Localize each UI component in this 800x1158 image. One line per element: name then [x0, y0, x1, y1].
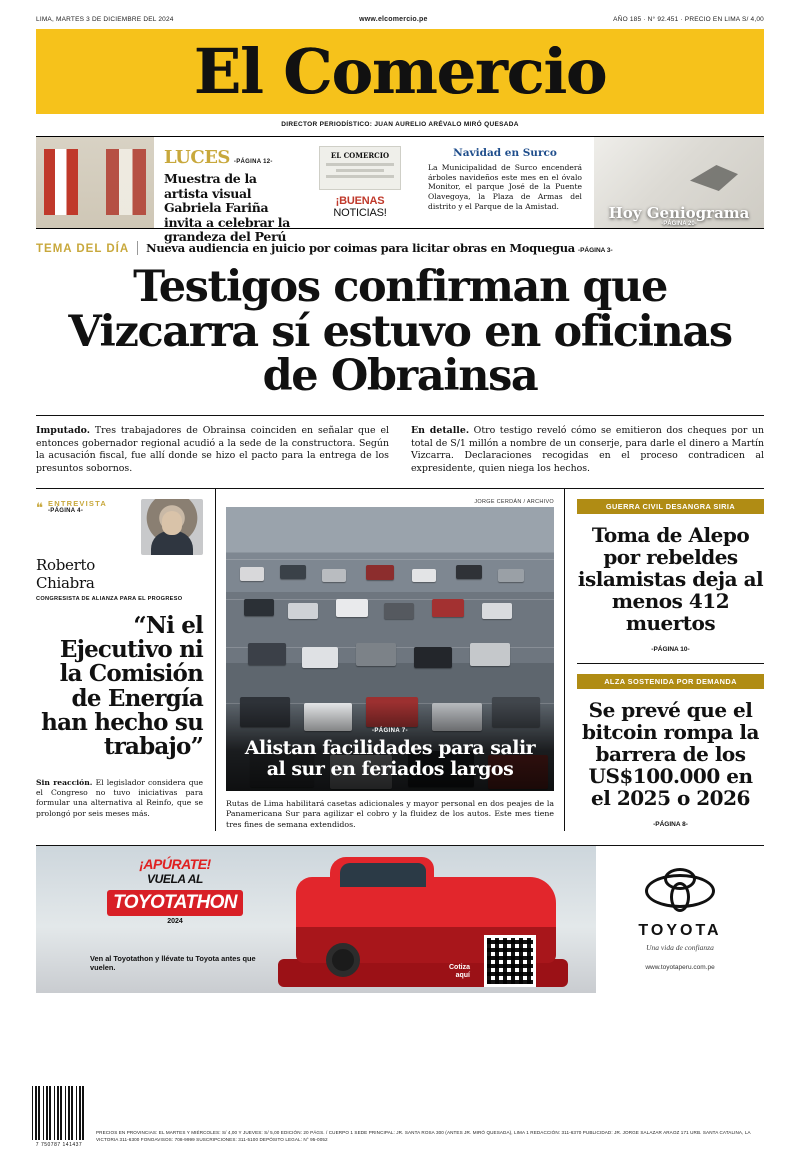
tema-page: -PÁGINA 3- [577, 247, 613, 254]
qr-code-icon[interactable] [484, 935, 536, 987]
luces-photo [36, 137, 154, 228]
interview-foot-text: El legislador considera que el Congreso no tuvo iniciativas para formular una alternativa al Reinfo, que se prolongó por seis meses más. [36, 777, 203, 818]
toyota-wordmark: TOYOTA [638, 921, 722, 939]
brief-item-syria[interactable] [577, 499, 764, 653]
interviewee-firstname: Roberto [36, 555, 95, 574]
tema-label: TEMA DEL DÍA [36, 243, 130, 255]
brief-headline-syria: Toma de Alepo por rebeldes islamistas deja al menos 412 muertos [577, 522, 764, 635]
toyota-tagline: Una vida de confianza [646, 942, 714, 952]
page-footer [30, 1086, 770, 1150]
entrevista-label: ENTREVISTA [48, 498, 107, 508]
toyota-url[interactable]: www.toyotaperu.com.pe [645, 963, 715, 971]
barcode [30, 1086, 88, 1150]
ad-visual [36, 846, 596, 993]
entrevista-page: -PÁGINA 4- [48, 507, 84, 514]
buenas-label: ¡BUENAS [335, 195, 385, 207]
main-headline: Testigos confirman que Vizcarra sí estuvo en oficinas de Obrainsa [68, 262, 732, 402]
photo-overlay-caption [226, 702, 554, 791]
promo-luces[interactable] [36, 137, 304, 244]
column-briefs[interactable] [564, 489, 764, 831]
noticias-label: NOTICIAS! [333, 207, 387, 219]
director-line: DIRECTOR PERIODÍSTICO: JUAN AURELIO ARÉVALO MIRÓ QUESADA [281, 121, 519, 128]
photo-credit: JORGE CERDÁN / ARCHIVO [474, 498, 554, 505]
deck-right-lead: En detalle. [411, 425, 470, 437]
deck-right-text: Otro testigo reveló cómo se emitieron dos cheques por un total de S/1 millón a nombre de un conserje, para darle el dinero a Martín Vizcarra. Declaraciones recogidas en el proceso contradicen al expresidente, quien niega los hechos. [411, 425, 764, 474]
ad-logo-block [596, 846, 764, 993]
navidad-text: La Municipalidad de Surco encenderá árboles navideños este mes en el óvalo Monitor, el parque José de la Puente Olavegoya, la Plaza de Armas del distrito y el Parque de la Amistad. [428, 163, 582, 211]
column-photo-story[interactable] [216, 489, 564, 831]
edition-meta: AÑO 185 · N° 92.451 · PRECIO EN LIMA S/ 4,00 [613, 16, 764, 23]
interviewee-portrait [141, 499, 203, 555]
website-url[interactable]: www.elcomercio.pe [359, 16, 428, 23]
main-columns [36, 489, 764, 831]
edition-date: LIMA, MARTES 3 DE DICIEMBRE DEL 2024 [36, 16, 174, 23]
toyota-logo-icon [645, 868, 715, 914]
ad-vuela: VUELA AL [147, 871, 203, 886]
brief-band-bitcoin: ALZA SOSTENIDA POR DEMANDA [577, 674, 764, 689]
headline-rule [36, 415, 764, 416]
ad-badge [90, 856, 260, 925]
photo-caption-text: Rutas de Lima habilitará casetas adicionales y mayor personal en dos peajes de la Panamericana Sur para agilizar el cobro y la fluidez de los autos. Este mes tiene tres fines de semana extendidos. [226, 798, 554, 830]
interview-footnote [36, 778, 203, 819]
promo-strip [36, 136, 764, 244]
deck-left-lead: Imputado. [36, 425, 90, 437]
geniograma-title: Hoy Geniograma [608, 204, 750, 222]
deck-left-text: Tres trabajadores de Obrainsa coinciden en señalar que el entonces gobernador regional acudió a la sede de la constructora. Según la acusación fiscal, fue allí donde se hizo el pacto para la entrega de los presuntos sobornos. [36, 425, 389, 474]
navidad-kicker: Navidad en Surco [453, 147, 557, 159]
luces-page: -PÁGINA 12- [233, 159, 273, 165]
tema-divider [137, 241, 138, 255]
interviewee-role: CONGRESISTA DE ALIANZA PARA EL PROGRESO [36, 596, 183, 603]
newspaper-title: El Comercio [193, 34, 607, 108]
deck-right [411, 425, 764, 475]
promo-navidad-surco[interactable] [416, 137, 594, 228]
ad-brandword: TOYOTATHON [107, 890, 243, 916]
photo-page: -PÁGINA 7- [371, 728, 409, 734]
masthead [36, 29, 764, 114]
mini-paper-title: EL COMERCIO [330, 151, 390, 160]
interviewee-lastname: Chiabra [36, 574, 95, 593]
top-info-bar [30, 0, 770, 29]
tema-del-dia [36, 241, 764, 255]
ad-apurate: ¡APÚRATE! [139, 855, 211, 872]
interview-quote: “Ni el Ejecutivo ni la Comisión de Energía han hecho su trabajo” [41, 611, 203, 761]
barcode-number: 7 750787 141437 [35, 1142, 83, 1148]
tema-text: Nueva audiencia en juicio por coimas para licitar obras en Moquegua [146, 241, 575, 255]
brief-divider [577, 663, 764, 664]
promo-geniograma[interactable] [594, 137, 764, 228]
barcode-bars [32, 1086, 86, 1140]
deck-summary [36, 425, 764, 475]
traffic-photo [226, 507, 554, 791]
ad-cotiza-label [449, 964, 470, 981]
advertisement[interactable] [36, 845, 764, 993]
quote-dots-icon: ❝ [36, 499, 42, 515]
column-interview[interactable] [36, 489, 216, 831]
photo-headline: Alistan facilidades para salir al sur en feriados largos [244, 737, 536, 781]
ad-copy: Ven al Toyotathon y llévate tu Toyota antes que vuelen. [90, 953, 256, 973]
deck-left [36, 425, 389, 475]
interview-foot-lead: Sin reacción. [36, 777, 93, 787]
ad-cotiza-line2: aquí [455, 972, 470, 980]
brief-band-syria: GUERRA CIVIL DESANGRA SIRIA [577, 499, 764, 514]
brief-page-bitcoin: -PÁGINA 8- [653, 820, 688, 828]
luces-headline: Muestra de la artista visual Gabriela Fariña invita a celebrar la grandeza del Perú [164, 171, 291, 244]
geniograma-page: -PÁGINA 20- [661, 221, 697, 227]
brief-page-syria: -PÁGINA 10- [651, 645, 690, 653]
brief-headline-bitcoin: Se prevé que el bitcoin rompa la barrera de los US$100.000 en el 2025 o 2026 [582, 697, 759, 810]
brief-item-bitcoin[interactable] [577, 674, 764, 828]
promo-buenas-noticias[interactable] [304, 137, 416, 228]
mini-newspaper-icon [319, 146, 401, 190]
footer-fineprint: PRECIOS EN PROVINCIAS: EL MARTES Y MIÉRCOLES: S/ 4,00 Y JUEVES: S/ 5,00 EDICIÓN: 20 PÁGS. / CUERPO 1 SEDE PRINCIPAL: JR. SANTA ROSA 300 (ANTES JR. MIRÓ QUESADA), LIMA 1 REDACCIÓN: 311-6370 PUBLICIDAD: JR. JORGE SALAZAR ARAOZ 171 URB. SANTA CATALINA, LA VICTORIA 311-6300 FONOAVISOS: 708-9999 SUSCRIPCIONES: 311-5100 DEPÓSITO LEGAL: N° 95-0052 [96, 1130, 751, 1143]
ad-cotiza-line1: Cotiza [449, 964, 470, 971]
luces-label: LUCES [164, 147, 230, 168]
ad-year: 2024 [167, 917, 183, 925]
